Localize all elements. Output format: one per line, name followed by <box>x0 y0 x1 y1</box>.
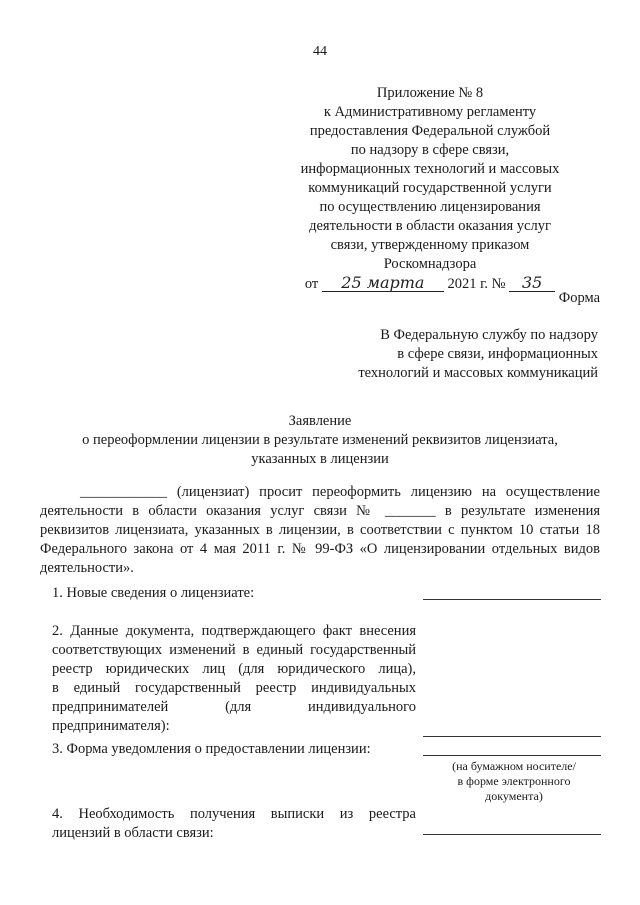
item-registry-document <box>52 622 416 736</box>
statement-subtitle: указанных в лицензии <box>251 451 389 467</box>
page-number: 44 <box>313 44 327 59</box>
appendix-line: к Административному регламенту <box>323 104 537 120</box>
statement-body <box>40 483 600 578</box>
addressee-block <box>298 326 598 383</box>
body-line <box>40 502 600 521</box>
license-number-blank: _______ <box>384 503 436 519</box>
handwritten-order-number: 35 <box>509 275 555 292</box>
hint-line: (на бумажном носителе/ <box>452 759 576 773</box>
statement-subtitle: о переоформлении лицензии в результате изменений реквизитов лицензиата, <box>82 432 558 448</box>
item-new-licensee-info: 1. Новые сведения о лицензиате: <box>52 585 255 601</box>
body-line: реквизитов лицензиата, указанных в лицензии, в соответствии с пунктом 10 статьи 18 <box>40 522 600 538</box>
appendix-line: деятельности в области оказания услуг <box>309 218 551 234</box>
order-date-line <box>300 275 560 294</box>
item-line: предпринимателей (для индивидуального <box>52 699 416 715</box>
order-year: 2021 г. № <box>447 276 506 292</box>
addressee-line: в сфере связи, информационных <box>397 346 598 362</box>
body-line <box>40 483 600 502</box>
hint-line: в форме электронного <box>457 774 571 788</box>
fill-line[interactable] <box>423 834 601 835</box>
appendix-line: предоставления Федеральной службой <box>309 123 551 139</box>
fill-line[interactable] <box>423 736 601 737</box>
handwritten-date: 25 марта <box>322 275 444 292</box>
item-line: в единый государственный реестр индивидуальных <box>52 680 416 696</box>
body-text: (лицензиат) просит переоформить лицензию на осуществление <box>176 484 600 500</box>
appendix-line: связи, утвержденному приказом <box>330 237 530 253</box>
fill-line[interactable] <box>423 599 601 600</box>
item-line: лицензий в области связи: <box>52 825 214 841</box>
item-line: соответствующих изменений в единый государственный <box>52 642 416 658</box>
licensee-blank: ____________ <box>80 484 167 500</box>
body-line: деятельности». <box>40 560 134 576</box>
notification-form-hint <box>432 759 596 804</box>
fill-line[interactable] <box>423 755 601 756</box>
appendix-line: по осуществлению лицензирования <box>319 199 541 215</box>
appendix-line: Приложение № 8 <box>376 85 484 101</box>
appendix-header <box>300 84 560 294</box>
appendix-line: Роскомнадзора <box>383 256 477 272</box>
appendix-line: информационных технологий и массовых <box>300 161 560 177</box>
item-line: 4. Необходимость получения выписки из реестра <box>52 806 416 822</box>
addressee-line: технологий и массовых коммуникаций <box>358 365 598 381</box>
item-notification-form: 3. Форма уведомления о предоставлении лицензии: <box>52 741 371 757</box>
statement-title: Заявление <box>288 413 352 429</box>
appendix-line: коммуникаций государственной услуги <box>308 180 552 196</box>
statement-title-block <box>40 412 600 469</box>
item-line: 2. Данные документа, подтверждающего факт внесения <box>52 623 416 639</box>
form-label: Форма <box>558 290 600 306</box>
appendix-line: по надзору в сфере связи, <box>350 142 510 158</box>
addressee-line: В Федеральную службу по надзору <box>380 327 598 343</box>
item-line: реестр юридических лиц (для юридического лица), <box>52 661 416 677</box>
body-text: деятельности в области оказания услуг связи № <box>40 503 376 519</box>
body-text: в результате изменения <box>444 503 601 519</box>
date-prefix: от <box>304 276 319 292</box>
hint-line: документа) <box>485 789 543 803</box>
body-line: Федерального закона от 4 мая 2011 г. № 99-ФЗ «О лицензировании отдельных видов <box>40 541 600 557</box>
item-registry-extract <box>52 805 416 843</box>
item-line: предпринимателя): <box>52 718 170 734</box>
